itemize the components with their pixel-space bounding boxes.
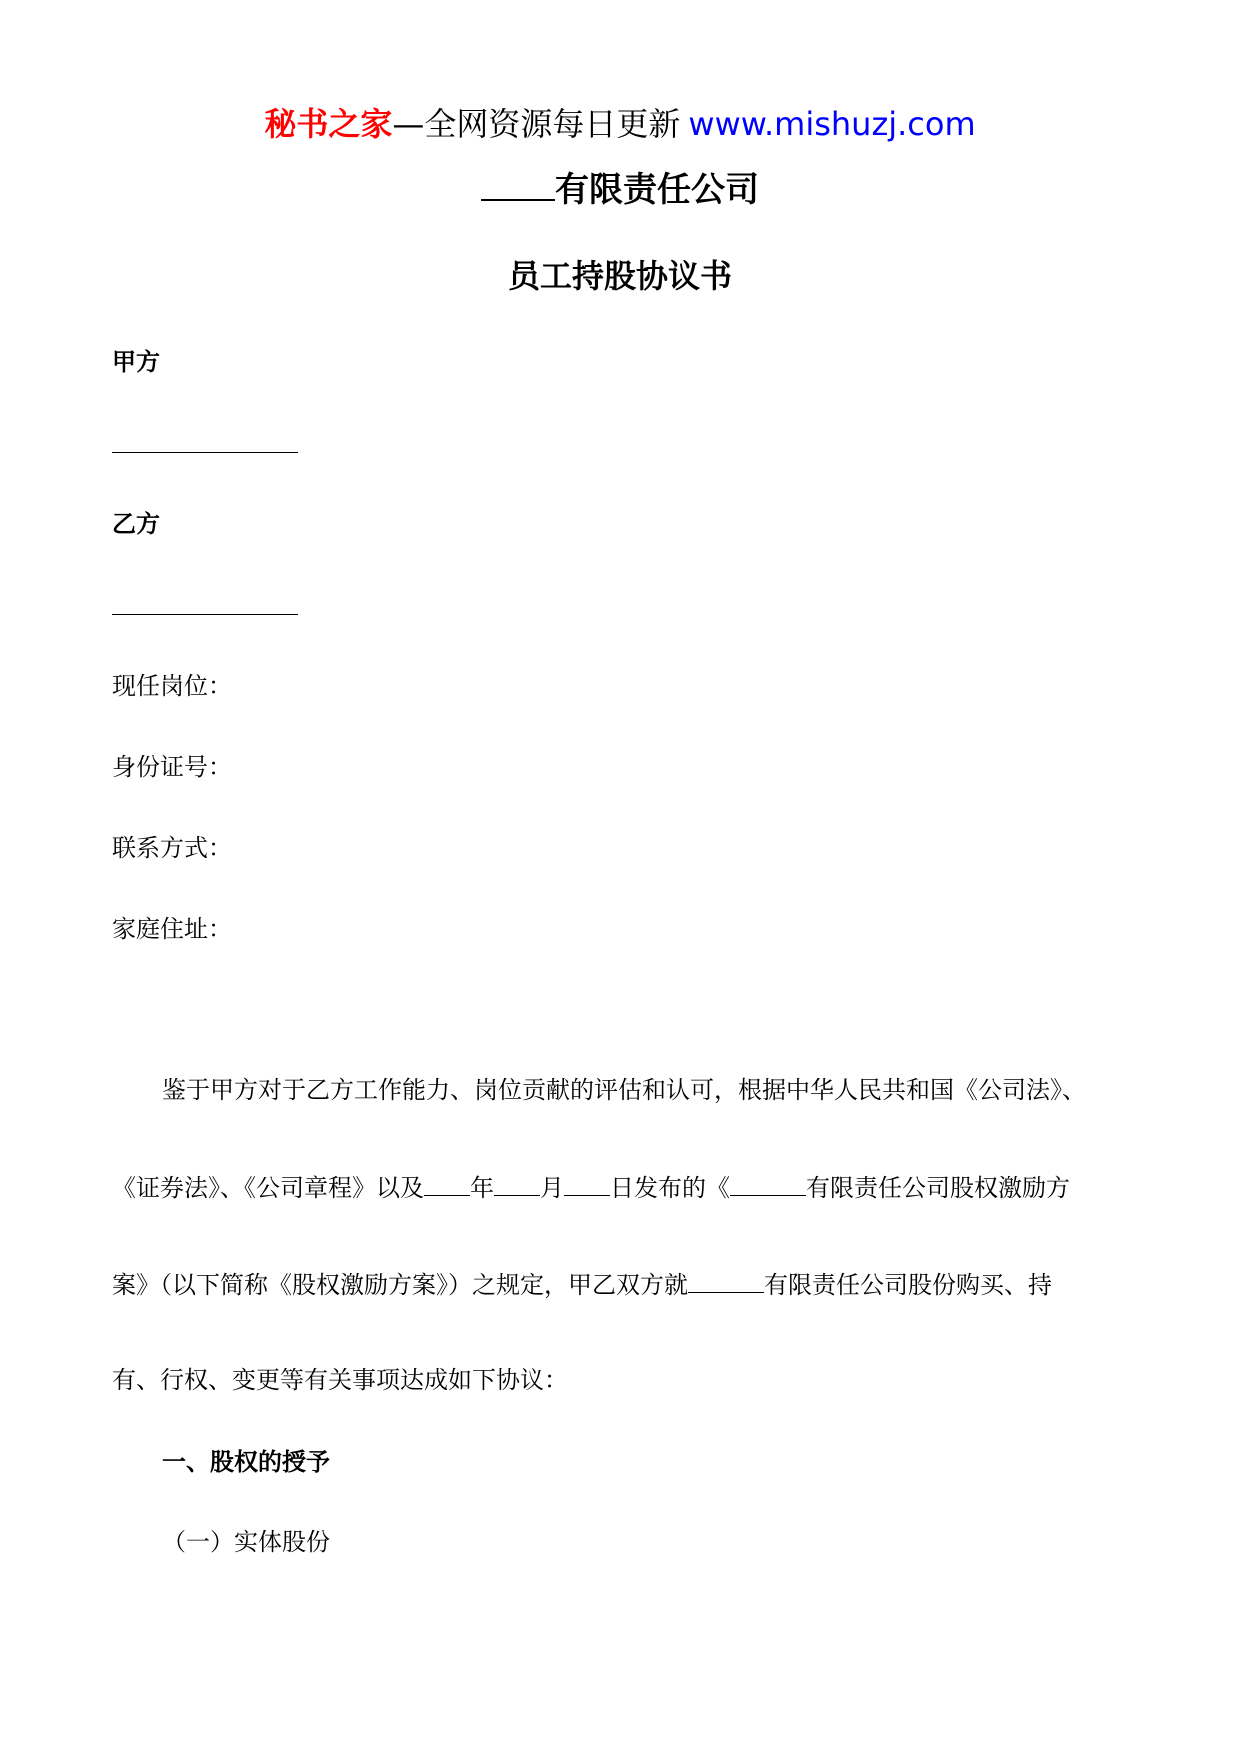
party-b-label: 乙方 <box>112 510 160 538</box>
banner-dash: — <box>392 105 425 143</box>
section-1-subheading-1: （一）实体股份 <box>162 1528 330 1556</box>
year-blank <box>424 1171 470 1196</box>
site-banner <box>0 102 1240 146</box>
id-number-field-label: 身份证号： <box>112 753 232 781</box>
position-field-label: 现任岗位： <box>112 672 232 700</box>
party-a-signature-line <box>112 452 298 453</box>
address-field-label: 家庭住址： <box>112 915 232 943</box>
site-slogan: 全网资源每日更新 <box>424 105 681 143</box>
plan-company-blank <box>730 1171 806 1196</box>
site-url-link[interactable]: www.mishuzj.com <box>688 105 976 143</box>
year-label: 年 <box>470 1174 494 1202</box>
preamble-line-3-text-a: 案》（以下简称《股权激励方案》）之规定，甲乙双方就 <box>112 1271 688 1299</box>
month-label: 月 <box>540 1174 564 1202</box>
preamble-line-3 <box>112 1268 1052 1301</box>
share-company-blank <box>688 1268 764 1293</box>
preamble-line-4: 有、行权、变更等有关事项达成如下协议： <box>112 1366 568 1394</box>
month-blank <box>494 1171 540 1196</box>
preamble-line-2 <box>112 1171 1070 1204</box>
company-title-text: 有限责任公司 <box>555 170 759 210</box>
preamble-line-2-text-a: 《证券法》、《公司章程》以及 <box>112 1174 424 1202</box>
preamble-line-1: 鉴于甲方对于乙方工作能力、岗位贡献的评估和认可，根据中华人民共和国《公司法》、 <box>162 1076 1086 1104</box>
document-title: 员工持股协议书 <box>507 257 732 295</box>
company-name-blank <box>481 169 555 201</box>
section-1-heading: 一、股权的授予 <box>162 1448 330 1476</box>
preamble-line-3-text-b: 有限责任公司股份购买、持 <box>764 1271 1052 1299</box>
day-blank <box>564 1171 610 1196</box>
party-a-label: 甲方 <box>112 348 160 376</box>
contact-field-label: 联系方式： <box>112 834 232 862</box>
company-title <box>0 168 1240 212</box>
day-label: 日发布的《 <box>610 1174 730 1202</box>
party-b-signature-line <box>112 614 298 615</box>
preamble-line-2-text-b: 有限责任公司股权激励方 <box>806 1174 1070 1202</box>
site-brand: 秘书之家 <box>264 105 393 143</box>
